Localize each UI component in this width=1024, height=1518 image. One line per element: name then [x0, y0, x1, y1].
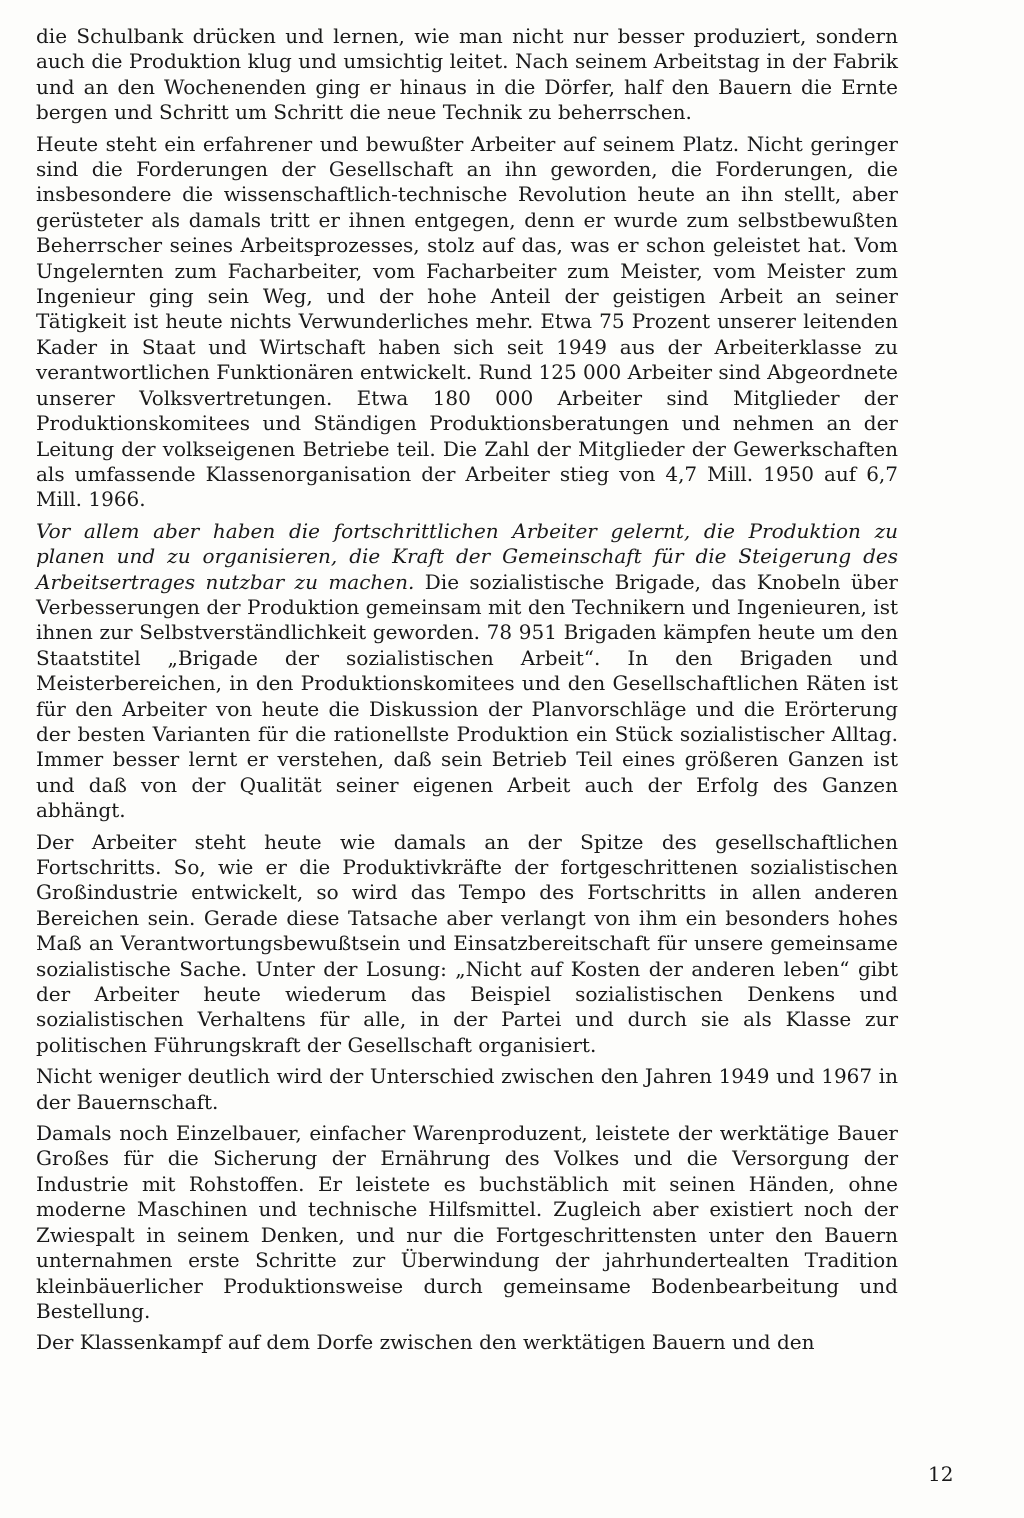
paragraph-text: Die sozialistische Brigade, das Knobeln über Verbesserungen der Produktion gemeinsam mit den Technikern und Ingenieuren, ist ihnen zur Selbstverständlichkeit geworden. 78 951 Brigaden kämpfen heute um den Staatstitel „Brigade der sozialistischen Arbeit“. In den Brigaden und Meisterbereichen, in den Produktionskomitees und den Gesellschaftlichen Räten ist für den Arbeiter von heute die Diskussion der Planvorschläge und die Erörterung der besten Varianten für die rationellste Produktion ein Stück sozialistischer Alltag. Immer besser lernt er verstehen, daß sein Betrieb Teil eines größeren Ganzen ist und daß von der Qualität seiner eigenen Arbeit auch der Erfolg des Ganzen abhängt. — [36, 569, 898, 823]
paragraph-text: Damals noch Einzelbauer, einfacher Warenproduzent, leistete der werktätige Bauer Großes für die Sicherung der Ernährung des Volkes und die Versorgung der Industrie mit Rohstoffen. Er leistete es buchstäblich mit seinen Händen, ohne moderne Maschinen und technische Hilfsmittel. Zugleich aber existiert noch der Zwiespalt in seinem Denken, und nur die Fortgeschrittensten unter den Bauern unternahmen erste Schritte zur Überwindung der jahrhundertealten Tradition kleinbäuerlicher Produktionsweise durch gemeinsame Bodenbearbeitung und Bestellung. — [36, 1121, 898, 1323]
paragraph-1 — [36, 24, 898, 126]
paragraph-3 — [36, 519, 898, 824]
paragraph-4 — [36, 830, 898, 1059]
body-text — [36, 24, 898, 1356]
paragraph-5 — [36, 1064, 898, 1115]
paragraph-6 — [36, 1121, 898, 1324]
paragraph-2 — [36, 132, 898, 513]
page-number: 12 — [928, 1462, 954, 1486]
emphasized-sentence: Vor allem aber haben die fortschrittlichen Arbeiter gelernt, die Produktion zu planen und zu organisieren, die Kraft der Gemeinschaft für die Steigerung des Arbeitsertrages nutzbar zu machen. — [36, 518, 898, 594]
paragraph-7 — [36, 1330, 898, 1355]
paragraph-text: die Schulbank drücken und lernen, wie man nicht nur besser produziert, sondern auch die Produktion klug und umsichtig leitet. Nach seinem Arbeitstag in der Fabrik und an den Wochenenden ging er hinaus in die Dörfer, half den Bauern die Ernte bergen und Schritt um Schritt die neue Technik zu beherrschen. — [36, 24, 898, 125]
paragraph-text: Heute steht ein erfahrener und bewußter Arbeiter auf seinem Platz. Nicht geringer sind die Forderungen der Gesellschaft an ihn geworden, die Forderungen, die insbesondere die wissenschaftlich-technische Revolution heute an ihn stellt, aber gerüsteter als damals tritt er ihnen entgegen, denn er wurde zum selbstbewußten Beherrscher seines Arbeitsprozesses, stolz auf das, was er schon geleistet hat. Vom Ungelernten zum Facharbeiter, vom Facharbeiter zum Meister, vom Meister zum Ingenieur ging sein Weg, und der hohe Anteil der geistigen Arbeit an seiner Tätigkeit ist heute nichts Verwunderliches mehr. Etwa 75 Prozent unserer leitenden Kader in Staat und Wirtschaft haben sich seit 1949 aus der Arbeiterklasse zu verantwortlichen Funktionären entwickelt. Rund 125 000 Arbeiter sind Abgeordnete unserer Volksvertretungen. Etwa 180 000 Arbeiter sind Mitglieder der Produktionskomitees und Ständigen Produktionsberatungen und nehmen an der Leitung der volkseigenen Betriebe teil. Die Zahl der Mitglieder der Gewerkschaften als umfassende Klassenorganisation der Arbeiter stieg von 4,7 Mill. 1950 auf 6,7 Mill. 1966. — [36, 131, 898, 512]
paragraph-text: Nicht weniger deutlich wird der Unterschied zwischen den Jahren 1949 und 1967 in der Bauernschaft. — [36, 1064, 898, 1114]
paragraph-text: Der Klassenkampf auf dem Dorfe zwischen den werktätigen Bauern und den — [36, 1330, 815, 1355]
paragraph-text: Der Arbeiter steht heute wie damals an der Spitze des gesellschaftlichen Fortschritts. So, wie er die Produktivkräfte der fortgeschrittenen sozialistischen Großindustrie entwickelt, so wird das Tempo des Fortschritts in allen anderen Bereichen sein. Gerade diese Tatsache aber verlangt von ihm ein besonders hohes Maß an Verantwortungsbewußtsein und Einsatzbereitschaft für unsere gemeinsame sozialistische Sache. Unter der Losung: „Nicht auf Kosten der anderen leben“ gibt der Arbeiter heute wiederum das Beispiel sozialistischen Denkens und sozialistischen Verhaltens für alle, in der Partei und durch sie als Klasse zur politischen Führungskraft der Gesellschaft organisiert. — [36, 829, 898, 1057]
